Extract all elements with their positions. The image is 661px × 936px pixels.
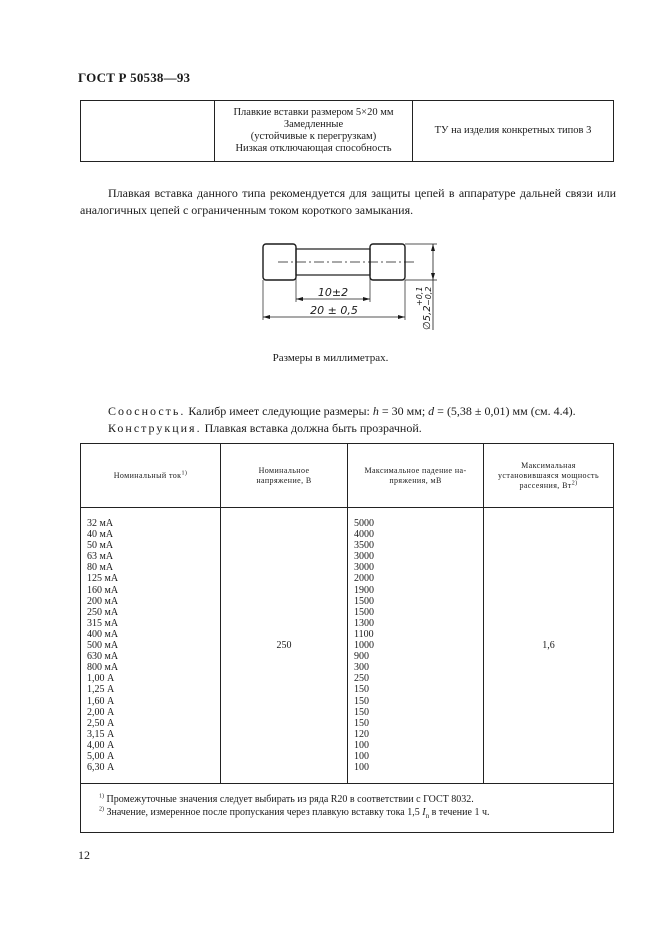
drop-value: 300 — [354, 662, 369, 674]
header-power-dissipation — [484, 444, 614, 508]
current-value: 160 мА — [87, 584, 119, 596]
drop-value: 150 — [354, 684, 369, 696]
drops-column — [348, 508, 484, 784]
current-value: 4,00 А — [87, 739, 115, 751]
construction-label: Конструкция. — [108, 421, 202, 435]
footnote-ref: 1) — [181, 469, 188, 476]
type-line: (устойчивые к перегрузкам) — [250, 131, 377, 142]
drop-value: 1300 — [354, 617, 374, 629]
type-line: Плавкие вставки размером 5×20 мм — [233, 107, 394, 118]
header-text: рассеяния, Вт — [519, 480, 572, 490]
current-value: 1,00 А — [87, 673, 115, 685]
classification-cell-spec: ТУ на изделия конкретных типов 3 — [413, 101, 614, 162]
drop-value: 100 — [354, 750, 369, 762]
header-rated-voltage — [221, 444, 348, 508]
type-line: Замедленные — [283, 119, 344, 130]
header-text: Максимальная — [521, 460, 576, 470]
construction-text: Плавкая вставка должна быть прозрачной. — [201, 421, 422, 435]
drop-value: 3000 — [354, 551, 374, 563]
current-value: 1,60 А — [87, 695, 115, 707]
header-text: напряжение, В — [256, 475, 312, 485]
footnote-ref: 2) — [571, 479, 578, 486]
footnote-text: Промежуточные значения следует выбирать из ряда R20 в соответствии с ГОСТ 8032. — [104, 794, 474, 805]
currents-list — [81, 508, 220, 773]
current-value: 1,25 А — [87, 684, 115, 696]
drops-list — [348, 508, 483, 773]
d-value: = (5,38 ± 0,01) мм (см. 4.4). — [434, 404, 576, 418]
header-text: пряжения, мВ — [389, 475, 442, 485]
current-value: 40 мА — [87, 529, 114, 541]
drawing-caption: Размеры в миллиметрах. — [272, 352, 389, 364]
drop-value: 1500 — [354, 595, 374, 607]
drop-value: 1500 — [354, 606, 374, 618]
current-value: 400 мА — [87, 628, 119, 640]
current-value: 200 мА — [87, 595, 119, 607]
current-value: 2,50 А — [87, 717, 115, 729]
current-value: 2,00 А — [87, 706, 115, 718]
header-text: установившаяся мощность — [497, 470, 600, 480]
drop-value: 120 — [354, 728, 369, 740]
current-value: 315 мА — [87, 617, 119, 629]
drop-value: 150 — [354, 717, 369, 729]
header-voltage-drop — [348, 444, 484, 508]
coaxiality-text: Калибр имеет следующие размеры: — [185, 404, 373, 418]
header-text: Номинальный ток — [113, 470, 182, 480]
fuse-parameters-table — [80, 443, 614, 833]
footnote-mark: 2) — [99, 806, 104, 813]
drop-value: 1000 — [354, 640, 374, 652]
current-value: 50 мА — [87, 540, 114, 552]
coaxiality-paragraph — [80, 403, 620, 419]
current-value: 800 мА — [87, 662, 119, 674]
footnote-1 — [99, 793, 613, 806]
type-line: Низкая отключающая способность — [235, 143, 392, 154]
classification-cell-type — [215, 101, 413, 162]
footnote-mark: 1) — [99, 793, 104, 800]
drop-value: 250 — [354, 673, 369, 685]
tolerance-plus: +0,1 — [415, 286, 424, 306]
current-value: 500 мА — [87, 640, 119, 652]
page-header: ГОСТ Р 50538—93 — [78, 70, 191, 85]
current-value: 63 мА — [87, 551, 114, 563]
drop-value: 100 — [354, 739, 369, 751]
drop-value: 150 — [354, 695, 369, 707]
current-value: 125 мА — [87, 573, 119, 585]
footnote-text: Значение, измеренное после пропускания через плавкую вставку тока 1,5 — [104, 807, 423, 818]
dimension-label-diameter: ∅5,2 — [422, 305, 433, 330]
drop-value: 900 — [354, 651, 369, 663]
drop-value: 150 — [354, 706, 369, 718]
var-h: h — [372, 404, 379, 418]
header-text: Максимальное падение на- — [364, 465, 467, 475]
dimension-label-20: 20 ± 0,5 — [310, 304, 358, 317]
current-value: 3,15 А — [87, 728, 115, 740]
classification-cell-empty — [81, 101, 215, 162]
drop-value: 3500 — [354, 540, 374, 552]
classification-table — [80, 100, 614, 162]
drop-value: 1100 — [354, 628, 374, 640]
current-subscript: n — [425, 812, 430, 820]
current-value: 80 мА — [87, 562, 114, 574]
header-text: Номинальное — [258, 465, 310, 475]
power-cell: 1,6 — [484, 508, 614, 784]
drop-value: 4000 — [354, 529, 374, 541]
voltage-cell: 250 — [221, 508, 348, 784]
current-value: 32 мА — [87, 518, 114, 529]
drop-value: 2000 — [354, 573, 374, 585]
drop-value: 1900 — [354, 584, 374, 596]
current-value: 6,30 А — [87, 762, 115, 774]
recommendation-paragraph: Плавкая вставка данного типа рекомендуется для защиты цепей в аппаратуре дальней связи или аналогичных цепей с ограниченным током короткого замыкания. — [80, 186, 616, 217]
h-value: = 30 мм; — [378, 404, 429, 418]
construction-paragraph — [80, 420, 620, 436]
footnote-2 — [99, 806, 613, 823]
dimension-label-10: 10±2 — [317, 286, 349, 299]
drop-value: 5000 — [354, 518, 374, 529]
current-value: 250 мА — [87, 606, 119, 618]
current-symbol: I — [422, 807, 426, 818]
header-rated-current — [81, 444, 221, 508]
footnote-text: в течение 1 ч. — [429, 807, 490, 818]
current-value: 630 мА — [87, 651, 119, 663]
page-number: 12 — [78, 848, 90, 862]
coaxiality-label: Соосность. — [108, 404, 186, 418]
currents-column — [81, 508, 221, 784]
tolerance-minus: −0,2 — [424, 286, 433, 306]
fuse-drawing — [230, 232, 450, 337]
drop-value: 100 — [354, 762, 369, 774]
drop-value: 3000 — [354, 562, 374, 574]
var-d: d — [428, 404, 435, 418]
footnotes-cell — [81, 784, 614, 833]
current-value: 5,00 А — [87, 750, 115, 762]
